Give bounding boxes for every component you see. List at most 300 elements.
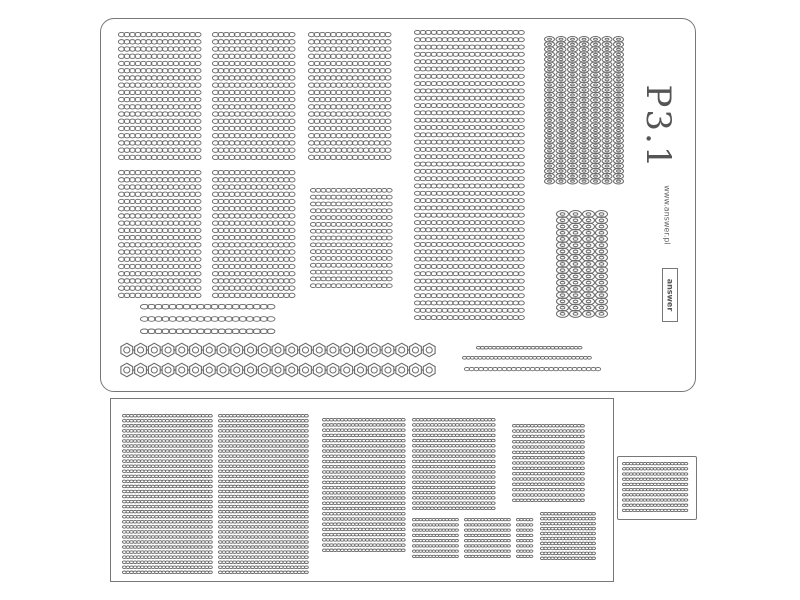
chain-row <box>218 414 308 417</box>
vertical-chain <box>602 37 612 184</box>
chain-row <box>322 439 405 442</box>
chain-row <box>412 555 458 557</box>
chain-row <box>122 419 212 422</box>
chain-row <box>118 54 201 58</box>
chain-row <box>212 250 295 254</box>
chain-row <box>412 524 458 526</box>
chain-row <box>212 69 295 73</box>
chain-row <box>118 40 201 44</box>
chain-row <box>218 455 308 458</box>
hex-nut-icon <box>203 343 215 357</box>
chain-row <box>412 476 495 479</box>
chain-row <box>308 126 391 130</box>
hex-nut-icon <box>300 343 312 357</box>
chain-row <box>412 455 495 458</box>
chain-row <box>122 495 212 498</box>
chain-row <box>622 488 687 490</box>
chain-row <box>414 89 524 93</box>
chain-row <box>218 520 308 523</box>
chain-block-2 <box>212 32 298 160</box>
chain-row <box>218 531 308 534</box>
chain-row <box>414 155 524 159</box>
chain-row <box>308 61 391 65</box>
chain-row <box>512 462 584 465</box>
chain-row <box>308 47 391 51</box>
chain-row <box>122 520 212 523</box>
chain-row <box>464 550 510 552</box>
chain-row <box>414 272 524 276</box>
chain-row <box>516 524 533 526</box>
chain-row <box>412 539 458 541</box>
chain-row <box>512 440 584 443</box>
hex-nut-icon <box>203 363 215 377</box>
vertical-chain <box>556 37 566 184</box>
vertical-chains-lower <box>556 210 608 322</box>
chain-row <box>218 475 308 478</box>
chain-row <box>516 545 533 547</box>
chain-row <box>414 221 524 225</box>
chain-row <box>122 485 212 488</box>
lower-block-6 <box>412 518 460 558</box>
chain-row <box>308 119 391 123</box>
chain-row <box>464 539 510 541</box>
chain-row <box>140 329 275 334</box>
chain-row <box>322 512 405 515</box>
chain-row <box>122 490 212 493</box>
chain-row <box>412 486 495 489</box>
chain-row <box>308 40 391 44</box>
chain-row <box>122 465 212 468</box>
chain-row <box>122 480 212 483</box>
chain-row <box>118 76 201 80</box>
chain-row <box>622 468 687 470</box>
hex-nut-icon <box>355 343 367 357</box>
chain-row <box>476 346 582 349</box>
chain-row <box>218 495 308 498</box>
hex-nut-icon <box>368 343 380 357</box>
chain-row <box>212 54 295 58</box>
chain-row <box>512 467 584 470</box>
chain-row <box>212 83 295 87</box>
chain-row <box>516 555 533 557</box>
chain-row <box>122 546 212 549</box>
chain-row <box>310 284 392 288</box>
chain-row <box>412 439 495 442</box>
chain-row <box>212 76 295 80</box>
vertical-chain <box>579 37 589 184</box>
chain-row <box>622 499 687 501</box>
chain-row <box>516 539 533 541</box>
chain-row <box>414 308 524 312</box>
chain-row <box>212 155 295 159</box>
chain-row <box>310 250 392 254</box>
vertical-chains-upper <box>544 36 624 186</box>
chain-row <box>118 112 201 116</box>
chain-row <box>322 518 405 521</box>
chain-row <box>414 52 524 56</box>
chain-row <box>414 264 524 268</box>
chain-row <box>212 134 295 138</box>
chain-row <box>118 199 201 203</box>
chain-row <box>322 549 405 552</box>
chain-row <box>218 435 308 438</box>
chain-row <box>310 229 392 233</box>
chain-row <box>118 83 201 87</box>
part-code-text: P3.1 <box>638 84 678 170</box>
chain-row <box>118 134 201 138</box>
chain-row <box>218 505 308 508</box>
chain-row <box>308 90 391 94</box>
hex-nut-icon <box>245 363 257 377</box>
hex-nut-icon <box>355 363 367 377</box>
lower-block-5 <box>512 424 588 502</box>
chain-row <box>118 257 201 261</box>
chain-row <box>414 286 524 290</box>
hex-nut-icon <box>258 363 270 377</box>
chain-row <box>322 476 405 479</box>
chain-row <box>118 221 201 225</box>
chain-row <box>308 83 391 87</box>
hex-nut-icon <box>272 363 284 377</box>
chain-row <box>118 293 201 297</box>
chain-row <box>414 67 524 71</box>
chain-row <box>512 456 584 459</box>
chain-row <box>122 526 212 529</box>
hex-nut-icon <box>382 343 394 357</box>
chain-row <box>414 147 524 151</box>
chain-row <box>310 209 392 213</box>
chain-row <box>322 450 405 453</box>
chain-row <box>122 414 212 417</box>
chain-fine-3 <box>464 367 602 375</box>
chain-row <box>218 470 308 473</box>
hex-nut-icon <box>327 363 339 377</box>
chain-row <box>212 47 295 51</box>
chain-row <box>118 126 201 130</box>
lower-block-8 <box>516 518 534 558</box>
chain-row <box>218 485 308 488</box>
chain-row <box>322 418 405 421</box>
chain-row <box>322 455 405 458</box>
chain-row <box>322 445 405 448</box>
chain-row <box>212 141 295 145</box>
chain-row <box>414 250 524 254</box>
chain-row <box>414 162 524 166</box>
chain-row <box>322 497 405 500</box>
chain-row <box>122 505 212 508</box>
chain-block-5 <box>212 170 296 298</box>
chain-row <box>218 430 308 433</box>
chain-row <box>414 45 524 49</box>
chain-row <box>540 517 595 520</box>
chain-row <box>414 60 524 64</box>
chain-row <box>218 480 308 483</box>
chain-row <box>122 531 212 534</box>
chain-row <box>308 134 391 138</box>
chain-row <box>118 97 201 101</box>
chain-row <box>140 304 275 309</box>
chain-row <box>512 435 584 438</box>
chain-row <box>622 504 687 506</box>
chain-row <box>218 551 308 554</box>
lower-block-3 <box>322 418 408 552</box>
chain-row <box>540 527 595 530</box>
chain-row <box>122 571 212 574</box>
chain-row <box>218 536 308 539</box>
hex-nut-icon <box>341 363 353 377</box>
chain-row <box>212 257 295 261</box>
chain-row <box>414 279 524 283</box>
chain-row <box>212 97 295 101</box>
chain-row <box>212 286 295 290</box>
hex-nut-icon <box>148 363 160 377</box>
chain-row <box>414 242 524 246</box>
chain-row <box>118 61 201 65</box>
hex-nut-icon <box>272 343 284 357</box>
chain-row <box>122 561 212 564</box>
chain-row <box>218 515 308 518</box>
chain-row <box>308 141 391 145</box>
hex-nut-icon <box>245 343 257 357</box>
chain-row <box>212 207 295 211</box>
chain-row <box>310 270 392 274</box>
chain-row <box>414 228 524 232</box>
lower-block-7 <box>464 518 512 558</box>
vertical-chain <box>591 37 601 184</box>
chain-row <box>218 541 308 544</box>
chain-row <box>212 185 295 189</box>
chain-row <box>118 178 201 182</box>
vertical-chain <box>614 37 624 184</box>
chain-row <box>122 440 212 443</box>
hex-nut-icon <box>396 343 408 357</box>
chain-row <box>622 478 687 480</box>
hex-nut-icon <box>121 363 133 377</box>
chain-row <box>122 435 212 438</box>
hex-nut-icon <box>341 343 353 357</box>
chain-row <box>212 126 295 130</box>
chain-row <box>118 192 201 196</box>
chain-row <box>308 97 391 101</box>
chain-row <box>414 294 524 298</box>
chain-row <box>414 169 524 173</box>
chain-row <box>118 279 201 283</box>
chain-row <box>308 105 391 109</box>
chain-row <box>212 279 295 283</box>
hex-nut-icon <box>217 343 229 357</box>
lower-block-1 <box>122 414 214 574</box>
chain-row <box>310 263 392 267</box>
hex-nut-row-1 <box>120 342 436 358</box>
chain-row <box>322 481 405 484</box>
chain-row <box>118 272 201 276</box>
chain-row <box>412 424 495 427</box>
chain-row <box>412 444 495 447</box>
brand-text: answer <box>665 278 675 312</box>
chain-row <box>412 507 495 510</box>
chain-row <box>118 119 201 123</box>
chain-row <box>414 38 524 42</box>
chain-row <box>412 502 495 505</box>
chain-row <box>212 272 295 276</box>
chain-row <box>540 547 595 550</box>
chain-row <box>512 483 584 486</box>
chain-row <box>414 140 524 144</box>
chain-row <box>218 561 308 564</box>
chain-row <box>412 434 495 437</box>
hex-nut-icon <box>286 343 298 357</box>
chain-strip-short <box>140 304 278 334</box>
chain-row <box>310 222 392 226</box>
chain-row <box>516 529 533 531</box>
chain-block-3 <box>308 32 394 160</box>
hex-nut-icon <box>396 363 408 377</box>
chain-row <box>122 551 212 554</box>
chain-row <box>322 465 405 468</box>
chain-row <box>212 214 295 218</box>
chain-row <box>122 445 212 448</box>
chain-row <box>414 30 524 34</box>
chain-row <box>414 257 524 261</box>
chain-row <box>212 105 295 109</box>
hex-nut-icon <box>121 343 133 357</box>
chain-row <box>412 465 495 468</box>
hex-nut-icon <box>258 343 270 357</box>
chain-row <box>622 473 687 475</box>
chain-row <box>308 69 391 73</box>
part-code-label <box>636 86 680 168</box>
chain-row <box>412 550 458 552</box>
chain-row <box>122 556 212 559</box>
chain-row <box>212 119 295 123</box>
chain-row <box>310 257 392 261</box>
chain-row <box>310 188 392 192</box>
hex-nut-icon <box>368 363 380 377</box>
chain-row <box>118 228 201 232</box>
chain-row <box>412 545 458 547</box>
chain-row <box>212 221 295 225</box>
hex-nut-icon <box>135 343 147 357</box>
chain-fine-2 <box>462 356 594 364</box>
chain-row <box>118 47 201 51</box>
chain-row <box>122 510 212 513</box>
chain-row <box>218 510 308 513</box>
chain-row <box>122 566 212 569</box>
chain-row <box>322 434 405 437</box>
chain-row <box>512 451 584 454</box>
chain-row <box>122 536 212 539</box>
chain-row <box>118 148 201 152</box>
chain-row <box>310 195 392 199</box>
chain-row <box>540 522 595 525</box>
chain-row <box>412 460 495 463</box>
chain-row <box>310 216 392 220</box>
chain-row <box>322 471 405 474</box>
chain-row <box>118 170 201 174</box>
chain-row <box>212 40 295 44</box>
hex-nut-icon <box>423 343 435 357</box>
chain-row <box>622 483 687 485</box>
chain-row <box>414 104 524 108</box>
hex-nut-icon <box>217 363 229 377</box>
chain-row <box>322 486 405 489</box>
chain-row <box>414 199 524 203</box>
chain-row <box>516 534 533 536</box>
chain-row <box>464 518 510 520</box>
chain-row <box>118 105 201 109</box>
hex-nut-icon <box>410 343 422 357</box>
chain-row <box>122 430 212 433</box>
chain-row <box>322 502 405 505</box>
chain-row <box>412 491 495 494</box>
chain-row <box>118 207 201 211</box>
chain-row <box>414 206 524 210</box>
chain-row <box>512 494 584 497</box>
chain-row <box>218 556 308 559</box>
brand-logo <box>662 268 678 322</box>
chain-row <box>322 539 405 542</box>
chain-row <box>322 429 405 432</box>
chain-row <box>322 507 405 510</box>
chain-row <box>308 148 391 152</box>
chain-row <box>218 566 308 569</box>
hex-nut-icon <box>148 343 160 357</box>
chain-row <box>512 472 584 475</box>
chain-row <box>322 544 405 547</box>
chain-row <box>212 178 295 182</box>
hex-nut-icon <box>176 363 188 377</box>
chain-row <box>512 430 584 433</box>
chain-row <box>122 424 212 427</box>
chain-row <box>414 301 524 305</box>
chain-row <box>414 191 524 195</box>
chain-row <box>122 475 212 478</box>
chain-row <box>212 148 295 152</box>
chain-row <box>414 82 524 86</box>
chain-row <box>540 532 595 535</box>
chain-row <box>212 32 295 36</box>
chain-row <box>122 515 212 518</box>
chain-row <box>412 418 495 421</box>
chain-row <box>414 235 524 239</box>
lower-block-4 <box>412 418 496 510</box>
hex-nut-icon <box>410 363 422 377</box>
hex-nut-icon <box>423 363 435 377</box>
chain-row <box>414 316 524 320</box>
chain-row <box>540 557 595 560</box>
chain-row <box>122 541 212 544</box>
vertical-chain <box>545 37 555 184</box>
lower-block-9 <box>540 512 596 560</box>
chain-row <box>464 524 510 526</box>
chain-row <box>512 478 584 481</box>
hex-nut-icon <box>327 343 339 357</box>
chain-row <box>118 235 201 239</box>
chain-row <box>322 523 405 526</box>
chain-row <box>414 96 524 100</box>
chain-row <box>218 526 308 529</box>
chain-block-4 <box>118 170 202 298</box>
chain-row <box>412 497 495 500</box>
hex-nut-icon <box>286 363 298 377</box>
chain-row <box>218 490 308 493</box>
chain-row <box>308 76 391 80</box>
chain-row <box>412 429 495 432</box>
chain-row <box>218 460 308 463</box>
chain-row <box>118 90 201 94</box>
chain-row <box>414 133 524 137</box>
chain-row <box>622 509 687 511</box>
